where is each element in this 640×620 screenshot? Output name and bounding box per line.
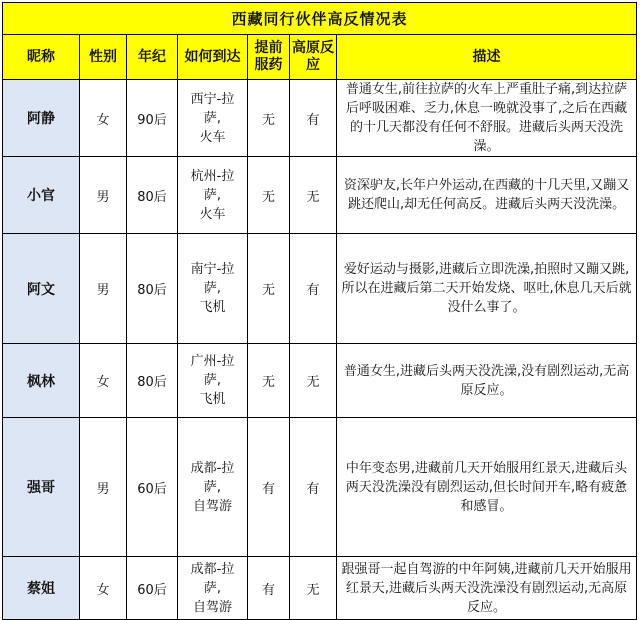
header-gender: 性别 xyxy=(80,35,127,80)
table-row xyxy=(3,234,637,344)
header-nickname: 昵称 xyxy=(3,35,80,80)
gender-cell: 男 xyxy=(80,418,127,557)
description-cell: 资深驴友,长年户外运动,在西藏的十几天里,又蹦又跳还爬山,却无任何高反。进藏后头两天没洗澡。 xyxy=(337,157,637,234)
route-line: 萨, xyxy=(203,479,222,495)
gender-cell: 女 xyxy=(80,557,127,620)
table-row xyxy=(3,557,637,620)
nickname-cell: 枫林 xyxy=(3,344,80,418)
medicine-cell: 无 xyxy=(248,234,290,344)
age-cell: 80后 xyxy=(127,344,178,418)
medicine-cell: 有 xyxy=(248,418,290,557)
gender-cell: 女 xyxy=(80,80,127,157)
medicine-cell: 无 xyxy=(248,157,290,234)
route-line: 杭州-拉 xyxy=(190,168,235,184)
description-cell: 普通女生,前往拉萨的火车上严重肚子痛,到达拉萨后呼吸困难、乏力,休息一晚就没事了,之后在西藏的十几天都没有任何不舒服。进藏后头两天没洗澡。 xyxy=(337,80,637,157)
gender-cell: 男 xyxy=(80,157,127,234)
route-line: 火车 xyxy=(199,206,226,222)
nickname-cell: 强哥 xyxy=(3,418,80,557)
route-line: 自驾游 xyxy=(192,599,232,615)
route-cell xyxy=(178,234,248,344)
route-cell xyxy=(178,157,248,234)
age-cell: 90后 xyxy=(127,80,178,157)
route-cell xyxy=(178,80,248,157)
table-row xyxy=(3,418,637,557)
route-line: 飞机 xyxy=(199,300,226,315)
nickname-cell: 蔡姐 xyxy=(3,557,80,620)
route-line: 飞机 xyxy=(199,392,226,407)
gender-cell: 男 xyxy=(80,234,127,344)
reaction-cell: 有 xyxy=(290,234,337,344)
route-line: 萨, xyxy=(203,373,222,388)
reaction-cell: 无 xyxy=(290,557,337,620)
header-description: 描述 xyxy=(337,35,637,80)
route-cell xyxy=(178,557,248,620)
age-cell: 80后 xyxy=(127,234,178,344)
reaction-cell: 无 xyxy=(290,157,337,234)
route-cell xyxy=(178,344,248,418)
route-line: 广州-拉 xyxy=(190,354,235,369)
table-title: 西藏同行伙伴高反情况表 xyxy=(3,3,637,35)
nickname-cell: 阿静 xyxy=(3,80,80,157)
reaction-cell: 有 xyxy=(290,418,337,557)
reaction-cell: 有 xyxy=(290,80,337,157)
altitude-sickness-table xyxy=(2,2,637,620)
route-line: 西宁-拉 xyxy=(190,91,235,107)
gender-cell: 女 xyxy=(80,344,127,418)
route-line: 萨, xyxy=(203,580,222,596)
route-line: 萨, xyxy=(203,281,222,296)
description-cell: 普通女生,进藏后头两天没洗澡,没有剧烈运动,无高原反应。 xyxy=(337,344,637,418)
nickname-cell: 阿文 xyxy=(3,234,80,344)
medicine-cell: 无 xyxy=(248,80,290,157)
table-row xyxy=(3,80,637,157)
reaction-cell: 无 xyxy=(290,344,337,418)
description-cell: 爱好运动与摄影,进藏后立即洗澡,拍照时又蹦又跳,所以在进藏后第二天开始发烧、呕吐,休息几天后就没什么事了。 xyxy=(337,234,637,344)
nickname-cell: 小官 xyxy=(3,157,80,234)
medicine-cell: 有 xyxy=(248,557,290,620)
route-line: 萨, xyxy=(203,110,222,126)
header-medicine: 提前服药 xyxy=(248,35,290,80)
route-line: 南宁-拉 xyxy=(190,262,235,277)
route-line: 火车 xyxy=(199,129,226,145)
table-row xyxy=(3,157,637,234)
header-age: 年纪 xyxy=(127,35,178,80)
header-route: 如何到达 xyxy=(178,35,248,80)
route-line: 萨, xyxy=(203,187,222,203)
header-reaction: 高原反应 xyxy=(290,35,337,80)
age-cell: 80后 xyxy=(127,157,178,234)
description-cell: 跟强哥一起自驾游的中年阿姨,进藏前几天开始服用红景天,进藏后头两天没洗澡没有剧烈运动,无高原反应。 xyxy=(337,557,637,620)
medicine-cell: 无 xyxy=(248,344,290,418)
age-cell: 60后 xyxy=(127,557,178,620)
table-row xyxy=(3,344,637,418)
age-cell: 60后 xyxy=(127,418,178,557)
route-line: 成都-拉 xyxy=(190,561,235,577)
description-cell: 中年变态男,进藏前几天开始服用红景天,进藏后头两天没洗澡没有剧烈运动,但长时间开车,略有疲惫和感冒。 xyxy=(337,418,637,557)
route-line: 成都-拉 xyxy=(190,460,235,476)
route-cell xyxy=(178,418,248,557)
route-line: 自驾游 xyxy=(192,498,232,514)
